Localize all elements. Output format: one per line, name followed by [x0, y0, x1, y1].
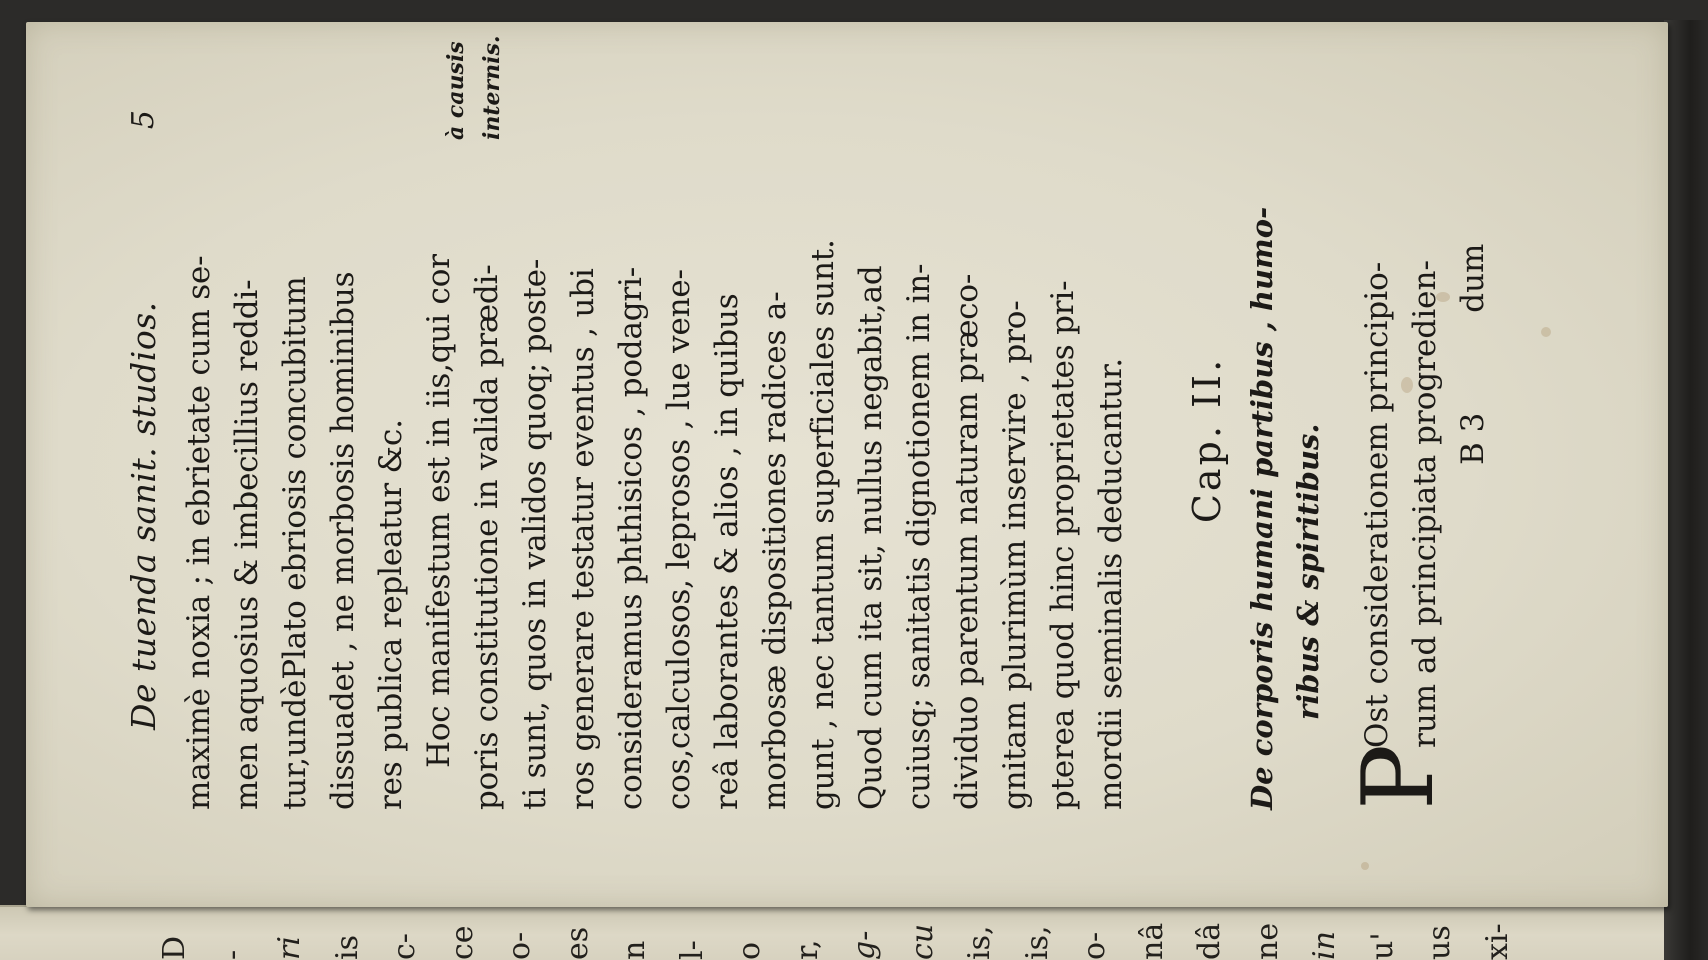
facing-page-fragment	[610, 910, 660, 960]
text-line: gnitam plurimùm inservire , pro-	[997, 300, 1033, 810]
text-line: Ost considerationem principio-	[1359, 261, 1395, 748]
chapter-title: De corporis humani partibus , humo-	[1245, 206, 1279, 810]
facing-page-fragment	[1128, 910, 1178, 960]
text-line: mordii seminalis deducantur.	[1093, 358, 1129, 810]
facing-page-fragment	[1185, 910, 1235, 960]
drop-capital: P	[1342, 744, 1456, 810]
text-line: ti sunt, quos in validos quoq; poste-	[517, 258, 553, 810]
facing-page-glyph: ri	[272, 936, 307, 960]
facing-page-glyph: es	[559, 926, 595, 960]
signature-line	[1449, 160, 1497, 810]
text-line: tur,undèPlato ebriosis concubitum	[277, 276, 313, 810]
facing-page-fragment	[898, 910, 948, 960]
running-head	[120, 110, 168, 730]
facing-page-glyph: cu	[904, 923, 940, 960]
facing-page-fragment	[840, 910, 890, 960]
facing-page-glyph: u'	[1364, 932, 1400, 960]
facing-page-glyph: is	[329, 935, 365, 960]
chapter-heading: Cap. II.	[1185, 356, 1229, 524]
facing-page-glyph: is,	[1019, 925, 1055, 960]
facing-page-fragment	[495, 910, 545, 960]
marginal-note-line: à causis	[443, 41, 469, 140]
facing-page-glyph: us	[1422, 925, 1457, 960]
facing-page-fragment	[1358, 910, 1408, 960]
text-line: gunt , nec tantum superficiales sunt.	[805, 239, 841, 810]
text-line: consideramus phthisicos , podagri-	[613, 267, 649, 810]
facing-page-glyph: o-	[502, 931, 537, 960]
facing-page-fragment	[1070, 910, 1120, 960]
text-line: reâ laborantes & alios , in quibus	[709, 293, 745, 810]
facing-page-fragments	[0, 910, 1670, 960]
facing-page-fragment	[438, 910, 488, 960]
rotated-text-block	[120, 0, 1590, 880]
text-line: dissuadet , ne morbosis hominibus	[325, 271, 361, 810]
facing-page-fragment	[380, 910, 430, 960]
facing-page-glyph: in	[1307, 931, 1342, 960]
facing-page-fragment	[265, 910, 315, 960]
facing-page-fragment	[208, 910, 258, 960]
body-text	[175, 160, 1497, 810]
facing-page-fragment	[323, 910, 373, 960]
facing-page-fragment	[1473, 910, 1523, 960]
facing-page-fragment	[668, 910, 718, 960]
facing-page-fragment	[725, 910, 775, 960]
facing-page-glyph: dâ	[1192, 922, 1227, 960]
facing-page-fragment	[1300, 910, 1350, 960]
facing-page-glyph: nâ	[1134, 922, 1170, 960]
text-line: dividuo parentum naturam præco-	[949, 273, 985, 810]
text-line: men aquosius & imbecillius reddi-	[229, 279, 265, 810]
facing-page-glyph: -	[214, 949, 250, 960]
spacer	[1135, 160, 1175, 810]
text-line: pterea quod hinc proprietates pri-	[1045, 280, 1081, 810]
spacer	[1331, 160, 1353, 810]
facing-page-fragment	[955, 910, 1005, 960]
text-line: ros generare testatur eventus , ubi	[565, 268, 601, 810]
signature-mark: B 3	[1455, 412, 1491, 465]
book-fore-edge	[1664, 20, 1708, 960]
facing-page-fragment	[1415, 910, 1465, 960]
facing-page-glyph: o	[732, 941, 767, 960]
text-line: maximè noxia ; in ebrietate cum se-	[181, 255, 217, 810]
facing-page-fragment	[1013, 910, 1063, 960]
facing-page-glyph: g-	[847, 930, 882, 960]
facing-page-fragment	[1243, 910, 1293, 960]
facing-page-fragment	[150, 910, 200, 960]
facing-page-glyph: r,	[789, 939, 825, 960]
paragraph-start-line: Hoc manifestum est in iis,qui cor	[421, 254, 457, 768]
facing-page-glyph: xi-	[1479, 923, 1515, 960]
text-line: res publica repleatur &c.	[373, 419, 409, 810]
text-line: rum ad principiata progredien-	[1407, 260, 1443, 748]
running-head-title: De tuenda sanit. studios.	[124, 301, 163, 730]
text-line: Quod cum ita sit, nullus negabit,ad	[853, 265, 889, 810]
facing-page-glyph: is,	[962, 925, 997, 960]
facing-page-glyph: ne	[1249, 922, 1285, 960]
facing-page-glyph: D	[157, 935, 192, 960]
text-line: cuiusq; sanitatis dignotionem in in-	[901, 263, 937, 810]
facing-page-glyph: l-	[674, 940, 710, 960]
printed-page	[120, 0, 1590, 880]
catchword: dum	[1455, 243, 1491, 313]
facing-page-fragment	[783, 910, 833, 960]
chapter-title: ribus & spiritibus.	[1291, 423, 1325, 720]
page-number: 5	[126, 110, 161, 130]
marginal-note	[438, 0, 510, 140]
facing-page-fragment	[553, 910, 603, 960]
facing-page-glyph: c-	[387, 933, 422, 960]
facing-page-glyph: n	[617, 940, 652, 960]
text-line: morbosæ dispositiones radices a-	[757, 291, 793, 810]
marginal-note-line: internis.	[479, 35, 505, 140]
text-line: poris constitutione in valida prædi-	[469, 264, 505, 810]
facing-page-glyph: ce	[444, 925, 480, 960]
facing-page-glyph: o-	[1077, 931, 1112, 960]
text-line-wrap	[1401, 160, 1449, 810]
text-line: cos,calculosos, leprosos , lue vene-	[661, 269, 697, 810]
